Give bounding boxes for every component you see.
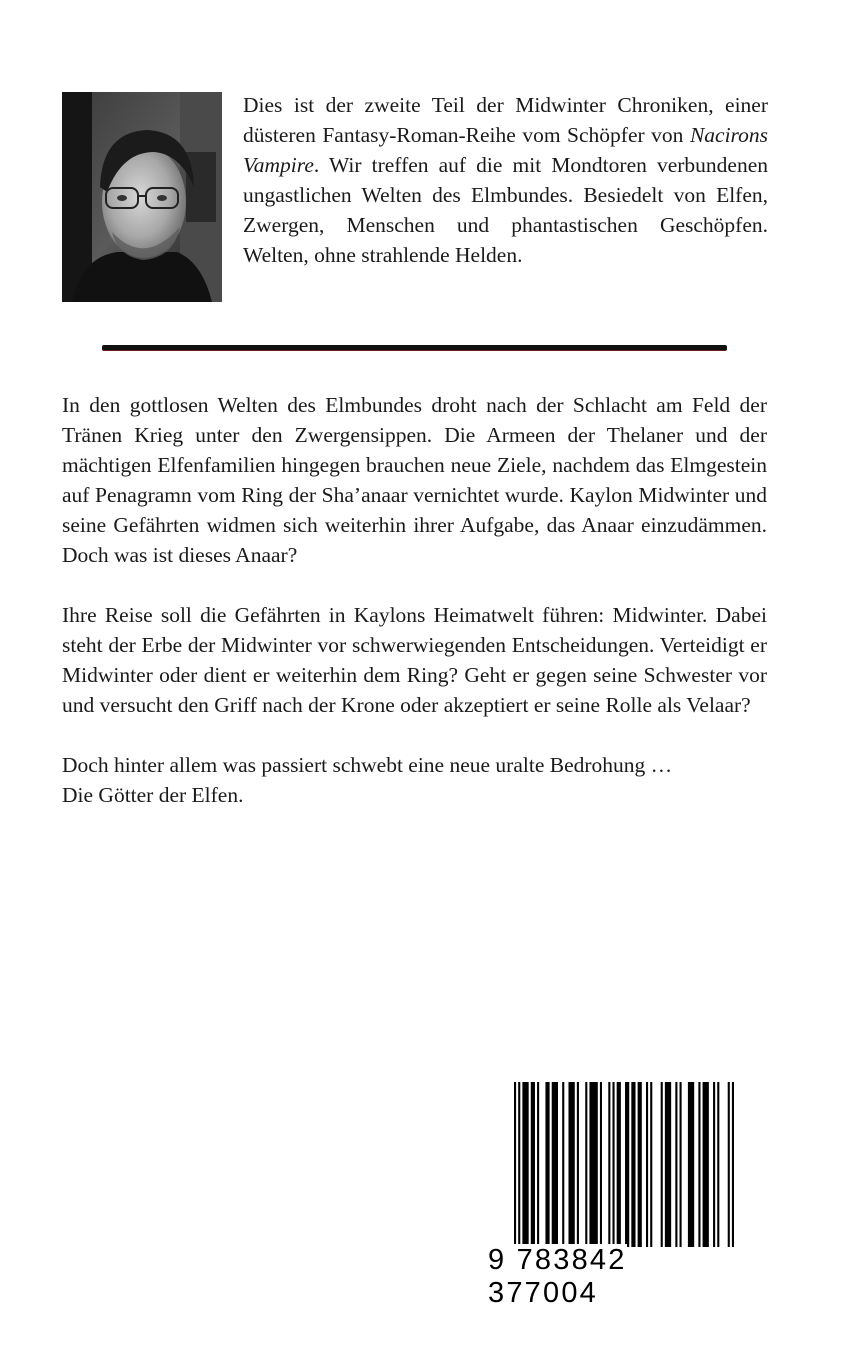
intro-text-part-1: Dies ist der zweite Teil der Midwinter Chroniken, einer düsteren Fantasy-Roman-Reihe vom Schöpfer von — [243, 93, 768, 147]
barcode-bar — [568, 1082, 574, 1247]
barcode-bar — [698, 1082, 700, 1247]
barcode-bar — [562, 1082, 564, 1247]
isbn-number — [488, 1244, 738, 1310]
barcode-bar — [585, 1082, 587, 1247]
blurb-paragraph-2: Ihre Reise soll die Gefährten in Kaylons Heimatwelt führen: Midwinter. Dabei steht der Erbe der Midwinter vor schwerwiegenden Entscheidungen. Verteidigt er Midwinter oder dient er weiterhin dem Ring? Geht er gegen seine Schwester vor und versucht den Griff nach der Krone oder akzeptiert er seine Rolle als Velaar? — [62, 603, 767, 717]
barcode-bar — [617, 1082, 621, 1267]
blurb-paragraph-1: In den gottlosen Welten des Elmbundes droht nach der Schlacht am Feld der Tränen Krieg unter den Zwergensippen. Die Armeen der Thelaner und der mächtigen Elfenfamilien hingegen brauchen neue Ziele, nachdem das Elmgestein auf Penagramn vom Ring der Sha’anaar vernichtet wurde. Kaylon Midwinter und seine Gefährten widmen sich weiterhin ihrer Aufgabe, das Anaar einzudämmen. Doch was ist dieses Anaar? — [62, 393, 767, 567]
blurb-closing — [62, 750, 767, 810]
barcode-bar — [631, 1082, 635, 1247]
barcode-bar — [688, 1082, 694, 1247]
barcode-bar — [625, 1082, 629, 1247]
isbn-number-text: 9 783842 377004 — [488, 1244, 627, 1309]
barcode-bar — [589, 1082, 597, 1247]
barcode-bar — [531, 1082, 535, 1247]
barcode-bar — [665, 1082, 671, 1247]
barcode-bar — [522, 1082, 528, 1247]
barcode-bar — [717, 1082, 719, 1247]
divider — [102, 345, 727, 351]
barcode-bar — [703, 1082, 709, 1247]
barcode-bar — [608, 1082, 610, 1267]
barcode-bar — [577, 1082, 579, 1247]
barcode-bar — [650, 1082, 652, 1247]
barcode-bar — [646, 1082, 648, 1247]
barcode-bar — [537, 1082, 539, 1247]
author-portrait-icon — [62, 92, 222, 302]
barcode-bar — [518, 1082, 520, 1267]
barcode-bar — [552, 1082, 558, 1247]
book-title: Nacirons Vampire — [243, 123, 768, 177]
closing-line-2: Die Götter der Elfen. — [62, 783, 244, 807]
barcode-bar — [728, 1082, 730, 1247]
barcode-bar — [514, 1082, 516, 1267]
barcode-bar — [638, 1082, 642, 1247]
barcode-bar — [675, 1082, 677, 1247]
barcode-bar — [732, 1082, 734, 1247]
barcode-bar — [680, 1082, 682, 1247]
barcode-bar — [600, 1082, 602, 1247]
barcode-bar — [612, 1082, 614, 1267]
intro-text-part-2: . Wir treffen auf die mit Mondtoren verbundenen ungastlichen Welten des Elmbundes. Besiedelt von Elfen, Zwergen, Menschen und phantastischen Geschöpfen. Welten, ohne strahlende Helden. — [243, 153, 768, 267]
barcode-bar — [713, 1082, 715, 1247]
barcode-bar — [661, 1082, 663, 1247]
blurb — [62, 390, 767, 840]
intro-text — [243, 90, 768, 270]
closing-line-1: Doch hinter allem was passiert schwebt eine neue uralte Bedrohung … — [62, 753, 673, 777]
barcode-bar — [545, 1082, 549, 1247]
author-photo — [62, 92, 222, 302]
